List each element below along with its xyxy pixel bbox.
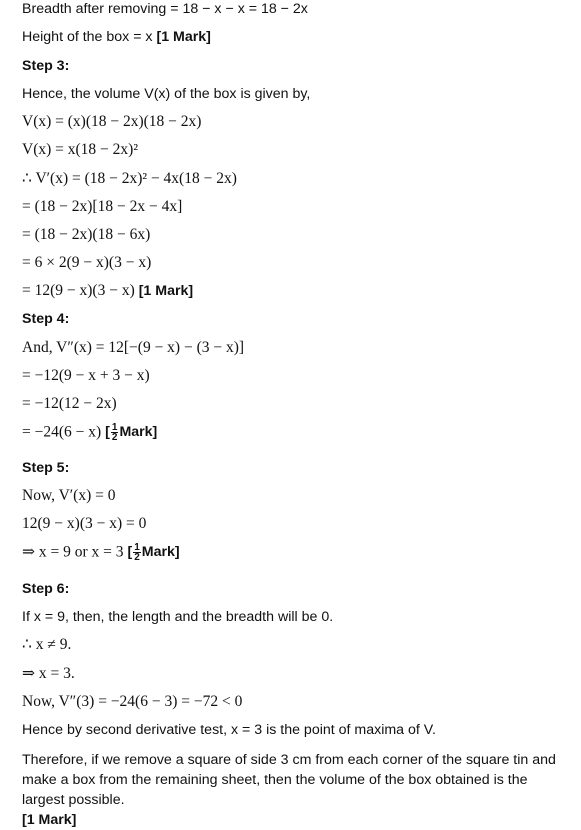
mark-text: Mark] [141,544,180,561]
equation-line [22,282,573,300]
equation-text: = 12(9 − x)(3 − x) [22,282,135,299]
equation-line: = −12(12 − 2x) [22,395,117,412]
equation-line: = −12(9 − x + 3 − x) [22,367,150,384]
equation-line: = 6 × 2(9 − x)(3 − x) [22,254,152,271]
equation-line: V(x) = x(18 − 2x)² [22,141,138,158]
equation-text: ⇒ x = 9 or x = 3 [22,543,124,561]
text-line: Hence by second derivative test, x = 3 is the point of maxima of V. [22,722,436,738]
fraction-denominator: 2 [134,552,140,563]
equation-text: = −24(6 − x) [22,423,102,441]
volume-intro-line: Hence, the volume V(x) of the box is given by, [22,86,311,102]
height-line [22,28,573,46]
half-fraction [133,543,141,562]
equation-line: 12(9 − x)(3 − x) = 0 [22,515,147,532]
step-5-heading: Step 5: [22,460,70,476]
breadth-text: Breadth after removing = 18 − x − x = 18 − 2x [22,1,308,17]
half-fraction [111,423,119,442]
half-mark-label [127,542,180,563]
step-4-heading: Step 4: [22,311,70,327]
half-mark-label [105,422,158,443]
equation-line [22,423,573,442]
equation-line: And, V″(x) = 12[−(9 − x) − (3 − x)] [22,339,245,356]
height-text: Height of the box = x [22,29,153,45]
equation-line: ∴ V′(x) = (18 − 2x)² − 4x(18 − 2x) [22,170,237,187]
breadth-line [22,0,573,18]
fraction-numerator: 1 [134,542,140,553]
equation-line: = (18 − 2x)(18 − 6x) [22,226,151,243]
mark-text: Mark] [119,424,158,441]
mark-label: [1 Mark] [156,29,211,45]
bracket: [ [127,544,133,561]
equation-line: Now, V′(x) = 0 [22,487,116,504]
bracket: [ [105,424,110,441]
equation-line: ∴ x ≠ 9. [22,636,72,653]
conclusion-paragraph [22,750,573,830]
step-3-heading: Step 3: [22,58,70,74]
text-line: If x = 9, then, the length and the breadth will be 0. [22,609,334,625]
fraction-denominator: 2 [111,432,118,443]
step-6-heading: Step 6: [22,581,70,597]
equation-line: = (18 − 2x)[18 − 2x − 4x] [22,198,183,215]
mark-label: [1 Mark] [138,283,194,299]
equation-line [22,543,573,562]
equation-line: V(x) = (x)(18 − 2x)(18 − 2x) [22,113,202,130]
conclusion-text: Therefore, if we remove a square of side 3 cm from each corner of the square tin and make a box from the remaining sheet, then the volume of the box obtained is the largest possible. [22,752,556,808]
equation-line: ⇒ x = 3. [22,665,75,682]
fraction-numerator: 1 [111,422,118,433]
equation-line: Now, V″(3) = −24(6 − 3) = −72 < 0 [22,693,243,710]
mark-label: [1 Mark] [22,812,77,828]
